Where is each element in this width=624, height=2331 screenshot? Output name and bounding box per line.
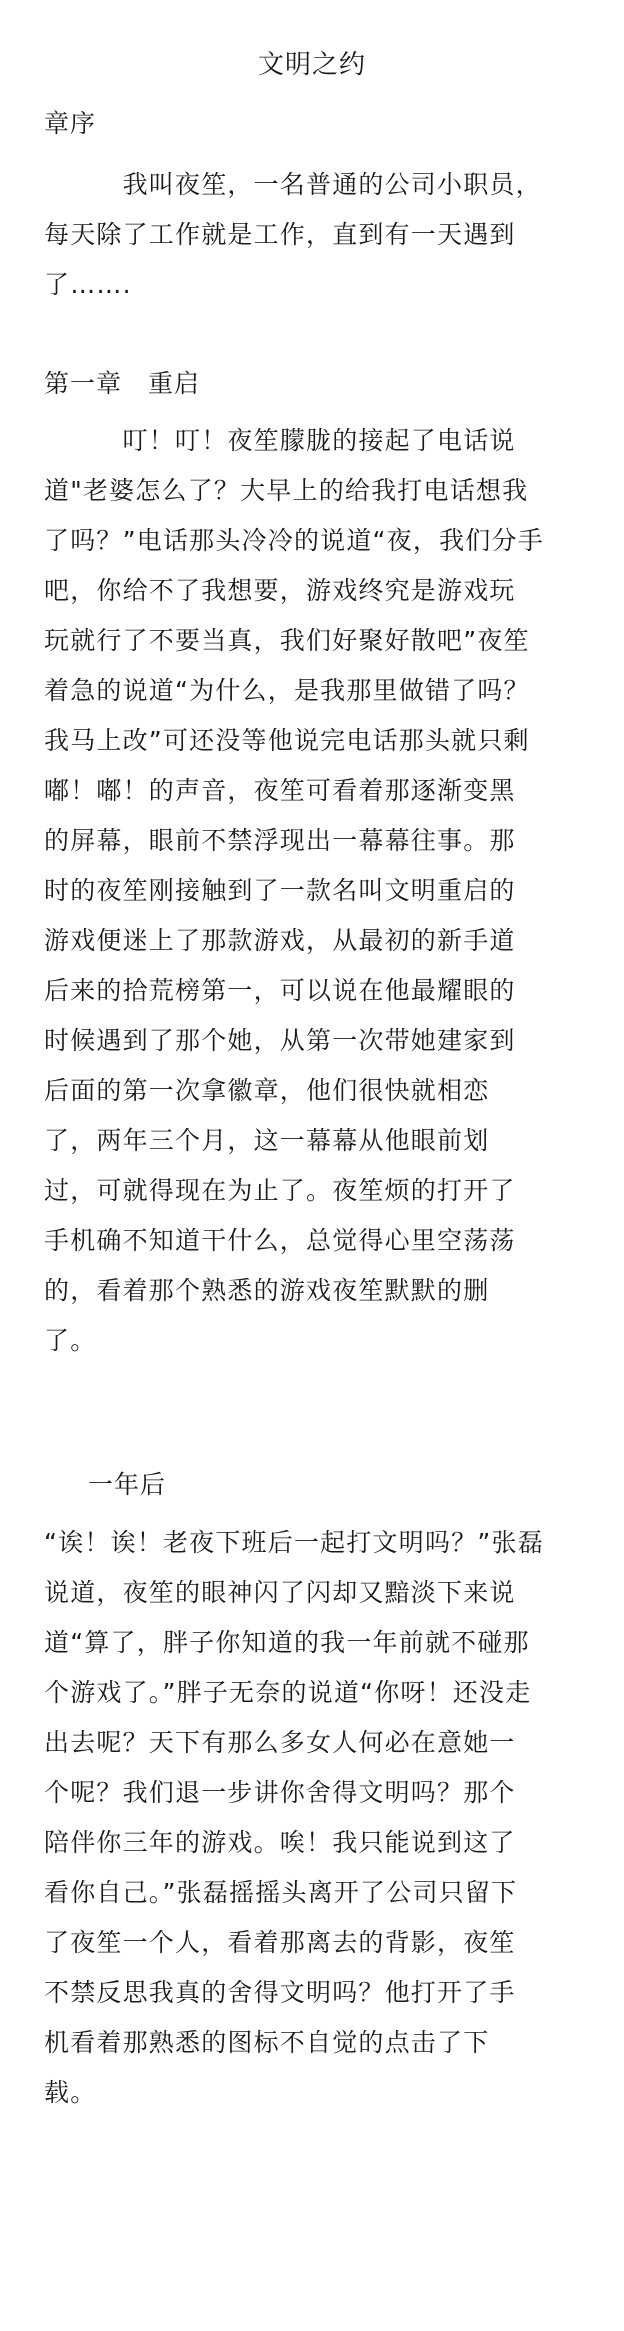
text-line: 了吗？”电话那头冷冷的说道“夜，我们分手: [44, 526, 544, 555]
text-line: 的，看着那个熟悉的游戏夜笙默默的删: [44, 1276, 490, 1305]
text-line: 个游戏了。”胖子无奈的说道“你呀！还没走: [44, 1678, 532, 1707]
document-title: 文明之约: [257, 50, 366, 80]
text-line: 的屏幕，眼前不禁浮现出一幕幕往事。那: [44, 826, 516, 855]
text-line: 了…….: [44, 270, 132, 299]
text-line: 看你自己。”张磊摇摇头离开了公司只留下: [44, 1878, 518, 1907]
text-line: 手机确不知道干什么，总觉得心里空荡荡: [44, 1226, 516, 1255]
text-line: 后面的第一次拿徽章，他们很快就相恋: [44, 1076, 490, 1105]
time-skip-heading: 一年后: [88, 1470, 167, 1499]
text-line: 时的夜笙刚接触到了一款名叫文明重启的: [44, 876, 516, 905]
text-line: 了。: [44, 1326, 97, 1355]
text-line: 说道，夜笙的眼神闪了闪却又黯淡下来说: [44, 1578, 516, 1607]
text-line: 嘟！嘟！的声音，夜笙可看着那逐渐变黑: [44, 776, 516, 805]
text-line: 玩就行了不要当真，我们好聚好散吧”夜笙: [44, 626, 530, 655]
text-line: 个呢？我们退一步讲你舍得文明吗？那个: [44, 1778, 516, 1807]
text-line: 我叫夜笙，一名普通的公司小职员，: [44, 170, 542, 199]
text-line: “诶！诶！老夜下班后一起打文明吗？”张磊: [44, 1528, 544, 1557]
text-line: 时候遇到了那个她，从第一次带她建家到: [44, 1026, 516, 1055]
text-line: 过，可就得现在为止了。夜笙烦的打开了: [44, 1176, 516, 1205]
chapter-heading: 第一章 重启: [44, 369, 201, 398]
text-line: 吧，你给不了我想要，游戏终究是游戏玩: [44, 576, 516, 605]
text-line: 了夜笙一个人，看着那离去的背影，夜笙: [44, 1928, 516, 1957]
text-line: 不禁反思我真的舍得文明吗？他打开了手: [44, 1978, 516, 2007]
text-line: 道“算了，胖子你知道的我一年前就不碰那: [44, 1628, 530, 1657]
text-line: 了，两年三个月，这一幕幕从他眼前划: [44, 1126, 490, 1155]
text-line: 后来的拾荒榜第一，可以说在他最耀眼的: [44, 976, 516, 1005]
section-paragraph: [44, 1518, 589, 2118]
text-line: 道"老婆怎么了？大早上的给我打电话想我: [44, 476, 529, 505]
prologue-heading: 章序: [44, 109, 97, 138]
text-line: 陪伴你三年的游戏。唉！我只能说到这了: [44, 1828, 516, 1857]
text-line: 每天除了工作就是工作，直到有一天遇到: [44, 220, 516, 249]
text-line: 叮！叮！夜笙朦胧的接起了电话说: [44, 426, 516, 455]
prologue-paragraph: [44, 160, 589, 310]
text-line: 着急的说道“为什么，是我那里做错了吗？: [44, 676, 530, 705]
text-line: 出去呢？天下有那么多女人何必在意她一: [44, 1728, 516, 1757]
chapter-paragraph: [44, 416, 589, 1366]
text-line: 游戏便迷上了那款游戏，从最初的新手道: [44, 926, 516, 955]
text-line: 机看着那熟悉的图标不自觉的点击了下: [44, 2028, 490, 2057]
text-line: 载。: [44, 2078, 97, 2107]
text-line: 我马上改”可还没等他说完电话那头就只剩: [44, 726, 530, 755]
